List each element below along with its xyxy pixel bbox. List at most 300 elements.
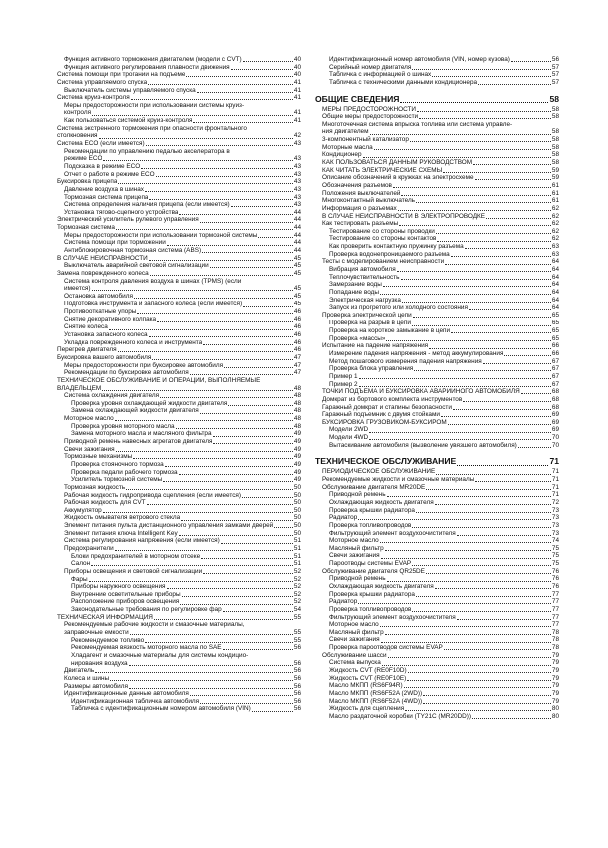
toc-entry-title: нирования воздуха bbox=[71, 659, 128, 667]
toc-entry[interactable] bbox=[57, 598, 301, 606]
toc-entry-title: Жидкость омывателя ветрового стекла bbox=[64, 514, 181, 522]
toc-entry[interactable] bbox=[57, 652, 301, 660]
toc-page-number: 68 bbox=[551, 403, 559, 411]
toc-entry[interactable] bbox=[57, 109, 301, 117]
toc-entry[interactable] bbox=[57, 102, 301, 110]
toc-entry[interactable] bbox=[57, 514, 301, 522]
toc-entry-title: Система контроля давления воздуха в шинах (TPMS) (если bbox=[64, 277, 242, 285]
toc-page-number: 64 bbox=[551, 258, 559, 266]
toc-entry[interactable] bbox=[57, 690, 301, 698]
toc-entry[interactable] bbox=[315, 583, 559, 591]
toc-entry-title: Система помощи при торможении bbox=[64, 239, 166, 247]
toc-entry[interactable] bbox=[315, 606, 559, 614]
dot-leader bbox=[92, 290, 293, 291]
dot-leader bbox=[203, 573, 293, 574]
toc-entry[interactable] bbox=[315, 174, 559, 182]
toc-page-number: 73 bbox=[551, 506, 559, 514]
toc-entry[interactable] bbox=[315, 434, 559, 442]
toc-entry[interactable] bbox=[315, 388, 559, 396]
toc-entry[interactable] bbox=[57, 186, 301, 194]
toc-entry[interactable] bbox=[315, 411, 559, 419]
dot-leader bbox=[429, 348, 551, 349]
toc-entry[interactable] bbox=[315, 106, 559, 114]
toc-page-number: 41 bbox=[293, 117, 301, 125]
dot-leader bbox=[95, 672, 293, 673]
dot-leader bbox=[407, 680, 551, 681]
toc-entry[interactable] bbox=[315, 636, 559, 644]
dot-leader bbox=[99, 138, 293, 139]
toc-entry[interactable] bbox=[57, 270, 301, 278]
dot-leader bbox=[463, 401, 551, 402]
toc-entry[interactable] bbox=[57, 331, 301, 339]
toc-page-number: 51 bbox=[293, 552, 301, 560]
toc-entry[interactable] bbox=[57, 675, 301, 683]
toc-entry-title: Проверка пароотводов системы EVAP bbox=[329, 644, 443, 652]
toc-entry[interactable] bbox=[315, 297, 559, 305]
toc-entry[interactable] bbox=[315, 591, 559, 599]
toc-entry[interactable] bbox=[57, 262, 301, 270]
toc-entry[interactable] bbox=[57, 125, 301, 133]
dot-leader bbox=[451, 332, 551, 333]
dot-leader bbox=[182, 596, 293, 597]
toc-page-number: 51 bbox=[293, 545, 301, 552]
toc-entry[interactable] bbox=[57, 423, 301, 431]
toc-entry[interactable] bbox=[57, 400, 301, 408]
toc-entry[interactable] bbox=[315, 312, 559, 320]
toc-entry[interactable] bbox=[315, 373, 559, 381]
toc-entry[interactable] bbox=[315, 182, 559, 190]
dot-leader bbox=[397, 271, 551, 272]
toc-entry[interactable] bbox=[57, 163, 301, 171]
toc-entry-title: Хладагент и смазочные материалы для системы кондицио- bbox=[71, 651, 249, 659]
toc-entry[interactable] bbox=[57, 698, 301, 706]
toc-entry-title: Гаражный подъемник с двумя стойками bbox=[322, 411, 440, 419]
toc-entry[interactable] bbox=[57, 545, 301, 553]
dot-leader bbox=[451, 256, 551, 257]
toc-entry[interactable] bbox=[57, 117, 301, 125]
toc-entry-title: Фильтрующий элемент воздухоочистителя bbox=[329, 613, 456, 621]
toc-page-number: 76 bbox=[551, 567, 559, 575]
toc-entry[interactable] bbox=[315, 468, 559, 476]
toc-entry[interactable] bbox=[315, 560, 559, 568]
toc-entry[interactable] bbox=[57, 438, 301, 446]
toc-entry[interactable] bbox=[57, 644, 301, 652]
toc-entry[interactable] bbox=[57, 87, 301, 95]
toc-page-number: 49 bbox=[293, 453, 301, 461]
toc-entry-title: Система экстренного торможения при опасности фронтального bbox=[57, 124, 247, 132]
toc-page-number: 69 bbox=[551, 418, 559, 426]
toc-entry[interactable] bbox=[315, 335, 559, 343]
dot-leader bbox=[469, 309, 551, 310]
toc-page-number: 42 bbox=[293, 132, 301, 140]
dot-leader bbox=[380, 626, 551, 627]
toc-entry[interactable] bbox=[315, 659, 559, 667]
toc-page-number: 63 bbox=[551, 243, 559, 251]
dot-leader bbox=[359, 378, 551, 379]
toc-entry[interactable] bbox=[57, 201, 301, 209]
toc-page-number: 41 bbox=[293, 86, 301, 94]
toc-entry[interactable] bbox=[57, 560, 301, 568]
toc-entry[interactable] bbox=[315, 522, 559, 530]
toc-page-number: 48 bbox=[293, 422, 301, 430]
toc-entry[interactable] bbox=[57, 583, 301, 591]
toc-entry[interactable] bbox=[57, 484, 301, 492]
toc-entry-title: Табличка с техническими данными кондиционера bbox=[329, 78, 478, 86]
toc-entry[interactable] bbox=[57, 377, 301, 385]
toc-entry[interactable] bbox=[315, 484, 559, 492]
toc-entry[interactable] bbox=[57, 476, 301, 484]
toc-entry[interactable] bbox=[57, 446, 301, 454]
dot-leader bbox=[145, 642, 293, 643]
toc-page-number: 71 bbox=[551, 468, 559, 476]
toc-page-number: 45 bbox=[293, 254, 301, 262]
toc-page-number: 55 bbox=[293, 636, 301, 644]
toc-page-number: 79 bbox=[551, 689, 559, 697]
toc-entry[interactable] bbox=[57, 285, 301, 293]
toc-entry[interactable] bbox=[315, 64, 559, 72]
dot-leader bbox=[156, 176, 293, 177]
toc-entry[interactable] bbox=[315, 621, 559, 629]
toc-entry[interactable] bbox=[57, 385, 301, 393]
dot-leader bbox=[398, 210, 551, 211]
toc-entry-title: Тормозная жидкость bbox=[64, 483, 126, 491]
toc-entry[interactable] bbox=[57, 255, 301, 263]
toc-entry[interactable] bbox=[315, 426, 559, 434]
toc-entry[interactable] bbox=[57, 140, 301, 148]
toc-page-number: 75 bbox=[551, 552, 559, 560]
toc-entry[interactable] bbox=[57, 392, 301, 400]
toc-entry[interactable] bbox=[315, 79, 559, 87]
toc-entry-title: Приводной ремень навесных агрегатов двигателя bbox=[64, 438, 213, 446]
dot-leader bbox=[126, 489, 293, 490]
toc-entry[interactable] bbox=[57, 232, 301, 240]
toc-page-number: 65 bbox=[551, 319, 559, 327]
dot-leader bbox=[399, 225, 551, 226]
toc-entry[interactable] bbox=[57, 64, 301, 72]
toc-page-number: 55 bbox=[293, 613, 301, 621]
toc-entry[interactable] bbox=[57, 522, 301, 530]
toc-entry[interactable] bbox=[315, 274, 559, 282]
toc-entry[interactable] bbox=[315, 652, 559, 660]
toc-entry[interactable] bbox=[57, 492, 301, 500]
toc-entry[interactable] bbox=[315, 358, 559, 366]
toc-entry[interactable] bbox=[57, 148, 301, 156]
toc-entry-title: БУКСИРОВКА ГРУЗОВИКОМ-БУКСИРОМ bbox=[322, 418, 447, 426]
toc-entry[interactable] bbox=[57, 354, 301, 362]
dot-leader bbox=[115, 550, 293, 551]
dot-leader bbox=[374, 149, 551, 150]
toc-entry-title: 3-компонентный катализатор bbox=[322, 136, 409, 144]
toc-entry-title: Электрический усилитель рулевого управления bbox=[57, 216, 199, 224]
toc-entry[interactable] bbox=[315, 675, 559, 683]
toc-entry-title: Как проверить контактную пружинку разъема bbox=[329, 243, 464, 251]
toc-entry[interactable] bbox=[315, 381, 559, 389]
toc-entry[interactable] bbox=[57, 79, 301, 87]
toc-entry-title: Обслуживание двигателя QR25DE bbox=[322, 567, 425, 575]
dot-leader bbox=[504, 355, 550, 356]
toc-entry[interactable] bbox=[57, 155, 301, 163]
dot-leader bbox=[157, 321, 293, 322]
dot-leader bbox=[445, 264, 551, 265]
toc-page-number: 46 bbox=[293, 315, 301, 323]
toc-entry[interactable] bbox=[57, 683, 301, 691]
toc-entry[interactable] bbox=[315, 350, 559, 358]
toc-entry-title: Замерзание воды bbox=[329, 281, 382, 289]
toc-entry[interactable] bbox=[315, 667, 559, 675]
toc-entry[interactable] bbox=[57, 629, 301, 637]
dot-leader bbox=[359, 386, 551, 387]
toc-entry[interactable] bbox=[315, 419, 559, 427]
toc-entry[interactable] bbox=[57, 71, 301, 79]
toc-page-number: 71 bbox=[549, 456, 559, 467]
toc-entry[interactable] bbox=[315, 56, 559, 64]
toc-entry-title: Внутренние осветительные приборы bbox=[71, 590, 181, 598]
toc-entry[interactable] bbox=[315, 499, 559, 507]
dot-leader bbox=[89, 581, 293, 582]
toc-entry[interactable] bbox=[57, 537, 301, 545]
toc-page-number: 50 bbox=[293, 491, 301, 499]
dot-leader bbox=[224, 367, 293, 368]
toc-entry[interactable] bbox=[315, 327, 559, 335]
toc-entry[interactable] bbox=[57, 415, 301, 423]
toc-entry-title: Масляный фильтр bbox=[329, 628, 384, 636]
toc-entry[interactable] bbox=[57, 660, 301, 668]
toc-page-number: 49 bbox=[293, 468, 301, 476]
dot-leader bbox=[387, 496, 551, 497]
toc-entry[interactable] bbox=[57, 346, 301, 354]
toc-entry[interactable] bbox=[315, 190, 559, 198]
toc-entry[interactable] bbox=[315, 304, 559, 312]
toc-entry[interactable] bbox=[315, 251, 559, 259]
toc-entry[interactable] bbox=[57, 362, 301, 370]
toc-page-number: 52 bbox=[293, 583, 301, 591]
toc-entry[interactable] bbox=[315, 698, 559, 706]
dot-leader bbox=[131, 99, 293, 100]
toc-entry-title: Предохранители bbox=[64, 545, 114, 552]
toc-entry-title: Охлаждающая жидкость двигателя bbox=[329, 583, 434, 590]
toc-entry[interactable] bbox=[315, 530, 559, 538]
toc-entry[interactable] bbox=[57, 637, 301, 645]
toc-page-number: 58 bbox=[551, 159, 559, 167]
toc-section-heading[interactable] bbox=[315, 94, 559, 105]
toc-entry[interactable] bbox=[315, 713, 559, 721]
toc-entry-title: имеется) bbox=[64, 285, 91, 293]
dot-leader bbox=[200, 703, 293, 704]
toc-entry[interactable] bbox=[57, 369, 301, 377]
toc-entry[interactable] bbox=[57, 591, 301, 599]
toc-page-number: 55 bbox=[293, 629, 301, 637]
toc-entry[interactable] bbox=[57, 606, 301, 614]
dot-leader bbox=[186, 76, 292, 77]
toc-entry[interactable] bbox=[315, 404, 559, 412]
toc-entry-title: Информация о разъемах bbox=[322, 204, 397, 212]
toc-entry[interactable] bbox=[315, 491, 559, 499]
toc-entry[interactable] bbox=[57, 293, 301, 301]
toc-entry[interactable] bbox=[315, 614, 559, 622]
toc-entry[interactable] bbox=[57, 209, 301, 217]
toc-entry[interactable] bbox=[57, 339, 301, 347]
toc-entry[interactable] bbox=[315, 537, 559, 545]
toc-page-number: 64 bbox=[551, 288, 559, 296]
toc-entry[interactable] bbox=[315, 514, 559, 522]
toc-entry[interactable] bbox=[57, 194, 301, 202]
dot-leader bbox=[193, 122, 292, 123]
dot-leader bbox=[181, 520, 293, 521]
toc-page-number: 62 bbox=[551, 220, 559, 228]
toc-entry[interactable] bbox=[57, 705, 301, 713]
toc-entry[interactable] bbox=[57, 178, 301, 186]
toc-entry[interactable] bbox=[315, 507, 559, 515]
toc-entry[interactable] bbox=[57, 308, 301, 316]
toc-entry[interactable] bbox=[315, 320, 559, 328]
toc-entry[interactable] bbox=[315, 568, 559, 576]
toc-entry[interactable] bbox=[315, 151, 559, 159]
toc-entry[interactable] bbox=[315, 598, 559, 606]
toc-entry[interactable] bbox=[315, 281, 559, 289]
dot-leader bbox=[402, 302, 551, 303]
toc-entry[interactable] bbox=[57, 453, 301, 461]
toc-entry[interactable] bbox=[315, 213, 559, 221]
toc-entry-title: Рекомендуемая вязкость моторного масла по SAE bbox=[71, 644, 222, 652]
toc-entry[interactable] bbox=[315, 258, 559, 266]
toc-entry[interactable] bbox=[57, 94, 301, 102]
toc-entry[interactable] bbox=[315, 342, 559, 350]
toc-entry[interactable] bbox=[57, 430, 301, 438]
toc-section-heading[interactable] bbox=[315, 456, 559, 467]
toc-entry[interactable] bbox=[315, 235, 559, 243]
toc-entry[interactable] bbox=[315, 396, 559, 404]
toc-entry[interactable] bbox=[57, 132, 301, 140]
toc-entry[interactable] bbox=[57, 614, 301, 622]
toc-page-number: 49 bbox=[293, 476, 301, 484]
toc-entry[interactable] bbox=[315, 167, 559, 175]
toc-entry[interactable] bbox=[57, 171, 301, 179]
dot-leader bbox=[213, 443, 292, 444]
toc-entry[interactable] bbox=[315, 243, 559, 251]
toc-entry-title: Тестирование со стороны проводки bbox=[329, 227, 435, 235]
toc-entry[interactable] bbox=[315, 442, 559, 450]
toc-entry-title: Система круиз-контроля bbox=[57, 94, 130, 102]
toc-entry[interactable] bbox=[315, 705, 559, 713]
toc-entry[interactable] bbox=[57, 507, 301, 515]
toc-entry[interactable] bbox=[57, 224, 301, 232]
toc-entry[interactable] bbox=[57, 461, 301, 469]
toc-entry[interactable] bbox=[315, 121, 559, 129]
dot-leader bbox=[221, 543, 293, 544]
toc-entry[interactable] bbox=[315, 545, 559, 553]
toc-entry[interactable] bbox=[315, 228, 559, 236]
toc-entry[interactable] bbox=[57, 301, 301, 309]
dot-leader bbox=[412, 611, 550, 612]
toc-entry[interactable] bbox=[57, 469, 301, 477]
toc-page-number: 48 bbox=[293, 392, 301, 400]
toc-page-number: 43 bbox=[293, 201, 301, 209]
toc-page-number: 49 bbox=[293, 430, 301, 438]
toc-page-number: 56 bbox=[293, 644, 301, 652]
toc-entry[interactable] bbox=[315, 266, 559, 274]
dot-leader bbox=[385, 550, 551, 551]
toc-entry[interactable] bbox=[315, 144, 559, 152]
dot-leader bbox=[118, 183, 292, 184]
toc-entry[interactable] bbox=[57, 216, 301, 224]
dot-leader bbox=[369, 432, 551, 433]
dot-leader bbox=[210, 267, 293, 268]
toc-entry[interactable] bbox=[57, 667, 301, 675]
toc-page-number: 70 bbox=[551, 441, 559, 449]
toc-entry[interactable] bbox=[57, 239, 301, 247]
dot-leader bbox=[147, 504, 293, 505]
dot-leader bbox=[483, 363, 551, 364]
toc-entry[interactable] bbox=[57, 247, 301, 255]
toc-entry[interactable] bbox=[315, 629, 559, 637]
toc-entry[interactable] bbox=[315, 220, 559, 228]
toc-entry[interactable] bbox=[315, 205, 559, 213]
dot-leader bbox=[190, 695, 293, 696]
dot-leader bbox=[115, 420, 293, 421]
toc-entry[interactable] bbox=[57, 407, 301, 415]
toc-entry[interactable] bbox=[57, 323, 301, 331]
toc-entry-title: Свечи зажигания bbox=[329, 552, 380, 560]
section-gap bbox=[315, 449, 559, 453]
toc-page-number: 48 bbox=[293, 399, 301, 407]
dot-leader bbox=[203, 344, 293, 345]
toc-entry-title: Система регулирования напряжения (если имеется) bbox=[64, 537, 220, 545]
toc-entry[interactable] bbox=[57, 576, 301, 584]
toc-entry[interactable] bbox=[315, 682, 559, 690]
toc-entry[interactable] bbox=[315, 128, 559, 136]
toc-entry[interactable] bbox=[315, 113, 559, 121]
toc-entry[interactable] bbox=[57, 56, 301, 64]
toc-entry[interactable] bbox=[315, 575, 559, 583]
toc-entry[interactable] bbox=[57, 568, 301, 576]
toc-page-number: 44 bbox=[293, 247, 301, 254]
toc-entry-title: Укладка поврежденного колеса и инструмента bbox=[64, 338, 203, 346]
toc-page-number: 52 bbox=[293, 598, 301, 606]
toc-entry-title: Рабочая жидкость для CVT bbox=[64, 499, 146, 507]
toc-entry[interactable] bbox=[57, 499, 301, 507]
toc-entry[interactable] bbox=[315, 197, 559, 205]
toc-entry-title: Испытание на падение напряжения bbox=[322, 342, 429, 350]
dot-leader bbox=[475, 481, 551, 482]
toc-entry[interactable] bbox=[315, 136, 559, 144]
toc-page-number: 58 bbox=[551, 151, 559, 159]
toc-entry[interactable] bbox=[57, 621, 301, 629]
toc-page-number: 47 bbox=[293, 353, 301, 361]
toc-entry[interactable] bbox=[315, 289, 559, 297]
toc-entry-title: Установка запасного колеса bbox=[64, 331, 148, 339]
toc-entry-title: Охлаждающая жидкость двигателя bbox=[329, 498, 434, 506]
toc-entry-title: Пример 2 bbox=[329, 380, 358, 388]
dot-leader bbox=[92, 115, 293, 116]
toc-page-number: 46 bbox=[293, 323, 301, 331]
toc-entry[interactable] bbox=[315, 552, 559, 560]
toc-entry[interactable] bbox=[315, 644, 559, 652]
toc-entry[interactable] bbox=[57, 553, 301, 561]
toc-entry[interactable] bbox=[57, 530, 301, 538]
toc-page-number: 57 bbox=[551, 71, 559, 79]
toc-entry[interactable] bbox=[315, 71, 559, 79]
toc-entry[interactable] bbox=[315, 365, 559, 373]
toc-entry[interactable] bbox=[57, 316, 301, 324]
toc-entry[interactable] bbox=[315, 476, 559, 484]
toc-page-number: 71 bbox=[551, 491, 559, 499]
dot-leader bbox=[274, 527, 293, 528]
toc-entry[interactable] bbox=[57, 278, 301, 286]
toc-entry[interactable] bbox=[315, 159, 559, 167]
toc-page-number: 64 bbox=[551, 273, 559, 281]
toc-entry[interactable] bbox=[315, 690, 559, 698]
toc-entry-title: Проверка блока управления bbox=[329, 365, 414, 373]
